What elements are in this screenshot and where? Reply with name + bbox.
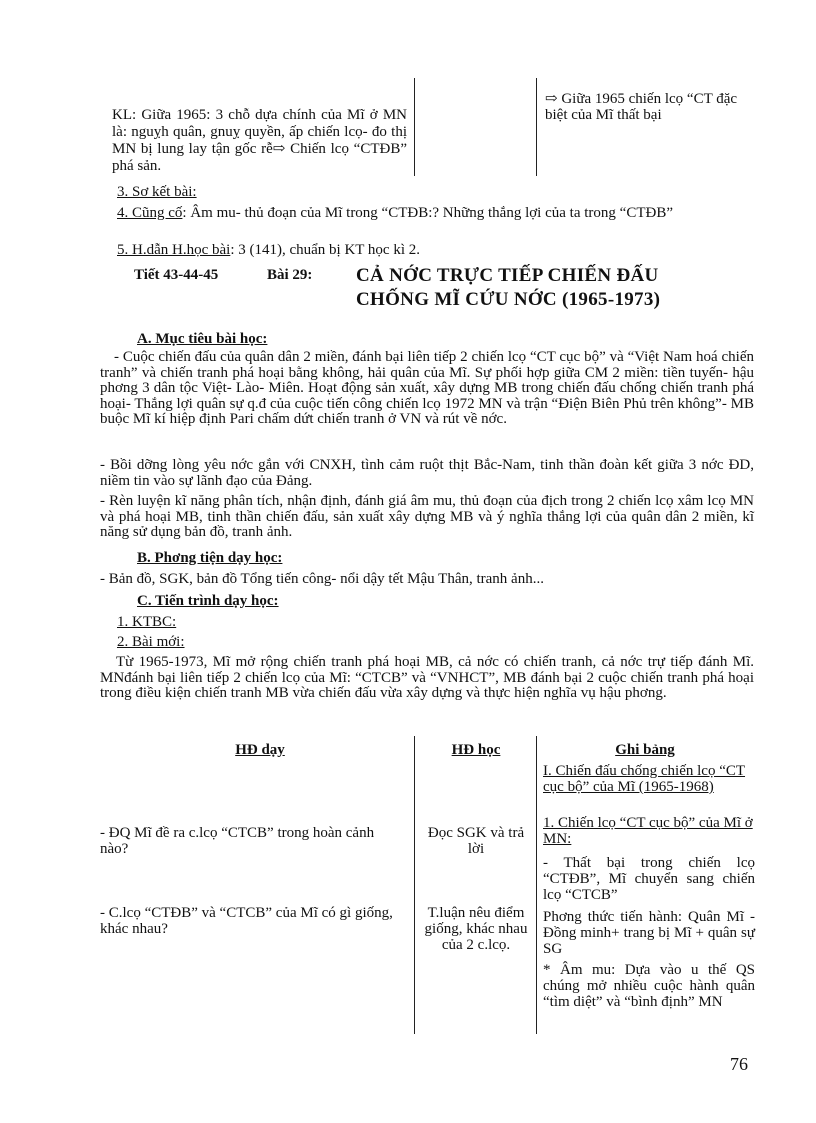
tien-trinh-heading: C. Tiến trình dạy học: [137, 593, 279, 609]
top-table-divider-2 [536, 78, 537, 176]
lesson-title-line1: CẢ NỚC TRỰC TIẾP CHIẾN ĐẤU [356, 265, 659, 286]
phuong-tien-text: - Bản đồ, SGK, bản đồ Tổng tiến công- nổi dậy tết Mậu Thân, tranh ảnh... [100, 571, 544, 587]
phuong-tien-heading: B. Phơng tiện dạy học: [137, 550, 283, 566]
top-table-divider-1 [414, 78, 415, 176]
cung-co-label: 4. Cũng cố [117, 205, 183, 221]
so-ket-heading: 3. Sơ kết bài: [117, 184, 197, 200]
hd-hoc-answer-1: Đọc SGK và trả lời [427, 825, 525, 857]
hdan-text: : 3 (141), chuẩn bị KT học kì 2. [230, 242, 421, 258]
hd-day-question-1: - ĐQ Mĩ đề ra c.lcọ “CTCB” trong hoàn cảnh nào? [100, 825, 375, 857]
lesson-tiet: Tiết 43-44-45 [134, 267, 219, 283]
col-header-hd-day: HĐ dạy [235, 742, 285, 758]
ghi-bang-section-roman: I. Chiến đấu chống chiến lcọ “CT cục bộ” của Mĩ (1965-1968) [543, 763, 746, 795]
ghi-bang-p2: Phơng thức tiến hành: Quân Mĩ - Đồng minh+ trang bị Mĩ + quân sự SG [543, 909, 755, 957]
bai-moi-heading: 2. Bài mới: [117, 634, 185, 650]
top-table-right-text: ⇨ Giữa 1965 chiến lcọ “CT đặc biệt của Mĩ thất bại [545, 91, 738, 123]
hd-day-question-2: - C.lcọ “CTĐB” và “CTCB” của Mĩ có gì giống, khác nhau? [100, 905, 393, 937]
col-header-hd-hoc: HĐ học [451, 742, 501, 758]
bottom-table-divider-2 [536, 736, 537, 1034]
top-table-left-text: KL: Giữa 1965: 3 chỗ dựa chính của Mĩ ở MN là: nguỵh quân, gnuỵ quyền, ấp chiến lcọ- đo thị MN bị lung lay tận gốc rễ⇨ Chiến lcọ “CTĐB” phá sản. [112, 107, 407, 174]
ghi-bang-p3: * Âm mu: Dựa vào u thế QS chúng mở nhiều cuộc hành quân “tìm diệt” và “bình định” MN [543, 962, 755, 1010]
hdan-paragraph [117, 242, 420, 258]
hdan-label: 5. H.dẫn H.học bài [117, 242, 231, 258]
ktbc-heading: 1. KTBC: [117, 614, 177, 630]
muc-tieu-p3: - Rèn luyện kĩ năng phân tích, nhận định, đánh giá âm mu, thủ đoạn của địch trong 2 chiến lcọ xâm lcọ MN và phá hoại MB, tinh thần chiến đấu, sản xuất xây dựng MB và ý nghĩa thắng lợi của quân dân 2 miền, kĩ năng sử dụng bản đồ, tranh ảnh. [100, 493, 754, 540]
bottom-table-divider-1 [414, 736, 415, 1034]
col-header-ghi-bang: Ghi bảng [615, 742, 675, 758]
muc-tieu-heading: A. Mục tiêu bài học: [137, 331, 268, 347]
page-number: 76 [730, 1054, 748, 1074]
ghi-bang-p1: - Thất bại trong chiến lcọ “CTĐB”, Mĩ chuyển sang chiến lcọ “CTCB” [543, 855, 755, 903]
ghi-bang-section-num: 1. Chiến lcọ “CT cục bộ” của Mĩ ở MN: [543, 815, 753, 847]
hd-hoc-answer-2: T.luận nêu điểm giống, khác nhau của 2 c.lcọ. [424, 905, 528, 953]
lesson-bai: Bài 29: [267, 267, 313, 283]
bai-moi-intro: Từ 1965-1973, Mĩ mở rộng chiến tranh phá hoại MB, cả nớc có chiến tranh, cả nớc trự tiếp đánh Mĩ. MNđánh bại liên tiếp 2 chiến lcọ của Mĩ: “CTCB” và “VNHCT”, MB đánh bại 2 cuộc chiến tranh phá hoại trong điều kiện chiến tranh MB vừa chiến đấu vừa xây dựng và thực hiện nghĩa vụ hậu phơng. [100, 654, 754, 701]
cung-co-text: : Âm mu- thủ đoạn của Mĩ trong “CTĐB:? Những thắng lợi của ta trong “CTĐB” [182, 205, 673, 221]
lesson-title-line2: CHỐNG MĨ CỨU NỚC (1965-1973) [356, 289, 661, 310]
cung-co-paragraph [117, 205, 753, 221]
muc-tieu-p1: - Cuộc chiến đấu của quân dân 2 miền, đánh bại liên tiếp 2 chiến lcọ “CT cục bộ” và “Việt Nam hoá chiến tranh” và chiến tranh phá hoại bằng không, hải quân của Mĩ. Sự phối hợp giữa CM 2 miền: tiền tuyến- hậu phơng 3 dân tộc Việt- Lào- Miên. Hoạt động sản xuất, xây dựng MB trong chiến đấu chống chiến tranh phá hoại- Thắng lợi quân sự q.đ của cuộc tiến công chiến lcọ 1972 MN và trận “Điện Biên Phủ trên không”- MB buộc Mĩ kí hiệp định Pari chấm dứt chiến tranh ở VN và rút về nớc. [100, 349, 754, 427]
muc-tieu-p2: - Bồi dỡng lòng yêu nớc gắn với CNXH, tình cảm ruột thịt Bắc-Nam, tinh thần đoàn kết giữa 3 nớc ĐD, niềm tin vào sự lãnh đạo của Đảng. [100, 457, 754, 489]
